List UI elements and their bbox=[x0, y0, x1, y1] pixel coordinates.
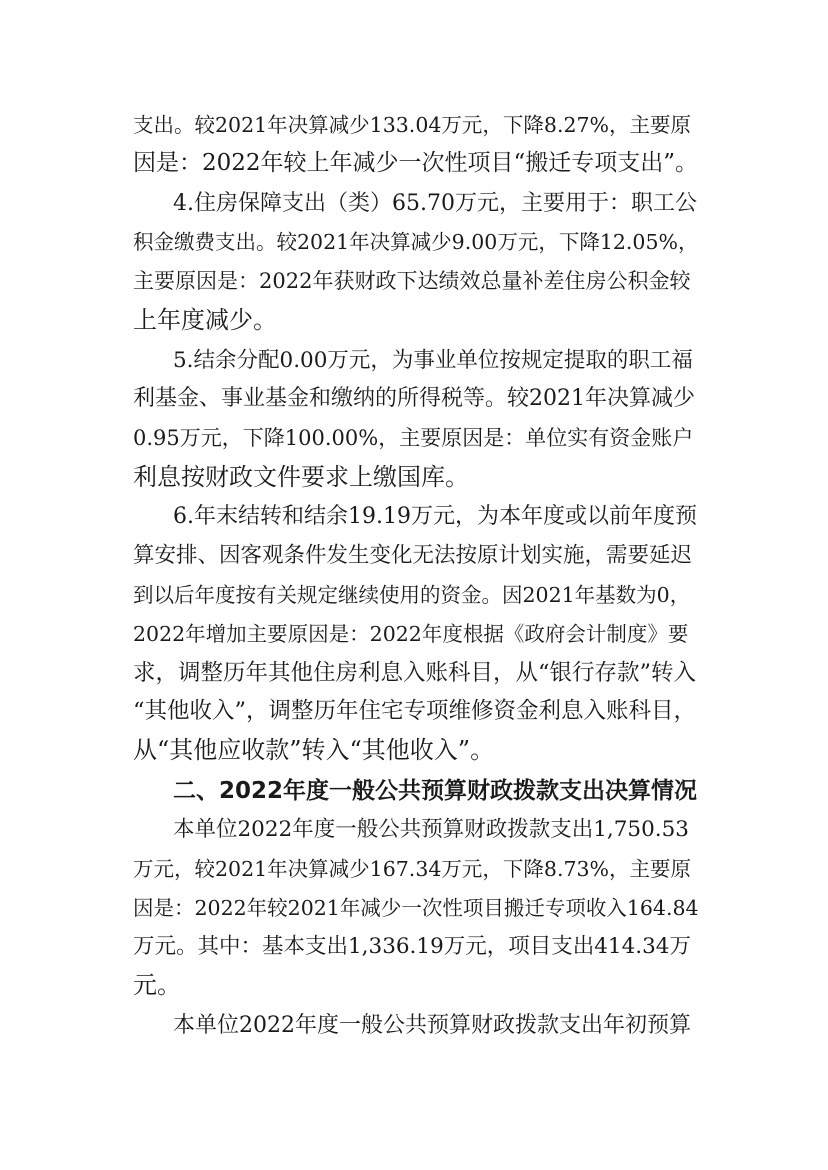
body-text-line: 从“其他应收款”转入“其他收入”。 bbox=[133, 736, 495, 764]
body-text-line: “其他收入”，调整历年住宅专项维修资金利息入账科目， bbox=[133, 698, 697, 724]
body-text-line: 因是：2022年较2021年减少一次性项目搬迁专项收入164.84 bbox=[133, 896, 699, 920]
body-text-line: 元。 bbox=[133, 971, 181, 999]
body-text-line: 0.95万元，下降100.00%，主要原因是：单位实有资金账户 bbox=[133, 426, 694, 450]
body-text-line: 5.结余分配0.00万元，为事业单位按规定提取的职工福 bbox=[173, 348, 693, 373]
body-text-line: 主要原因是：2022年获财政下达绩效总量补差住房公积金较 bbox=[133, 269, 691, 293]
body-text-line: 4.住房保障支出（类）65.70万元，主要用于：职工公 bbox=[173, 191, 697, 216]
section-heading: 二、2022年度一般公共预算财政拨款支出决算情况 bbox=[173, 778, 698, 804]
body-text-line: 利基金、事业基金和缴纳的所得税等。较2021年决算减少 bbox=[133, 386, 695, 411]
body-text-line: 利息按财政文件要求上缴国库。 bbox=[133, 463, 469, 491]
body-text-line: 积金缴费支出。较2021年决算减少9.00万元，下降12.05%， bbox=[133, 230, 699, 254]
body-text-line: 万元，较2021年决算减少167.34万元，下降8.73%，主要原 bbox=[133, 857, 692, 881]
body-text-line: 求，调整历年其他住房利息入账科目，从“银行存款”转入 bbox=[133, 660, 697, 686]
body-text-line: 6.年末结转和结余19.19万元，为本年度或以前年度预 bbox=[173, 504, 697, 529]
body-text-line: 2022年增加主要原因是：2022年度根据《政府会计制度》要 bbox=[133, 622, 689, 646]
body-text-line: 支出。较2021年决算减少133.04万元，下降8.27%，主要原 bbox=[133, 113, 692, 137]
body-text-line: 万元。其中：基本支出1,336.19万元，项目支出414.34万 bbox=[133, 934, 691, 959]
body-text-line: 因是：2022年较上年减少一次性项目“搬迁专项支出”。 bbox=[133, 150, 699, 176]
body-text-line: 到以后年度按有关规定继续使用的资金。因2021年基数为0， bbox=[133, 583, 691, 607]
body-text-line: 算安排、因客观条件发生变化无法按原计划实施，需要延迟 bbox=[133, 543, 693, 568]
body-text-line: 本单位2022年度一般公共预算财政拨款支出年初预算 bbox=[173, 1013, 691, 1038]
body-text-line: 本单位2022年度一般公共预算财政拨款支出1,750.53 bbox=[173, 817, 689, 842]
body-text-line: 上年度减少。 bbox=[133, 306, 277, 334]
